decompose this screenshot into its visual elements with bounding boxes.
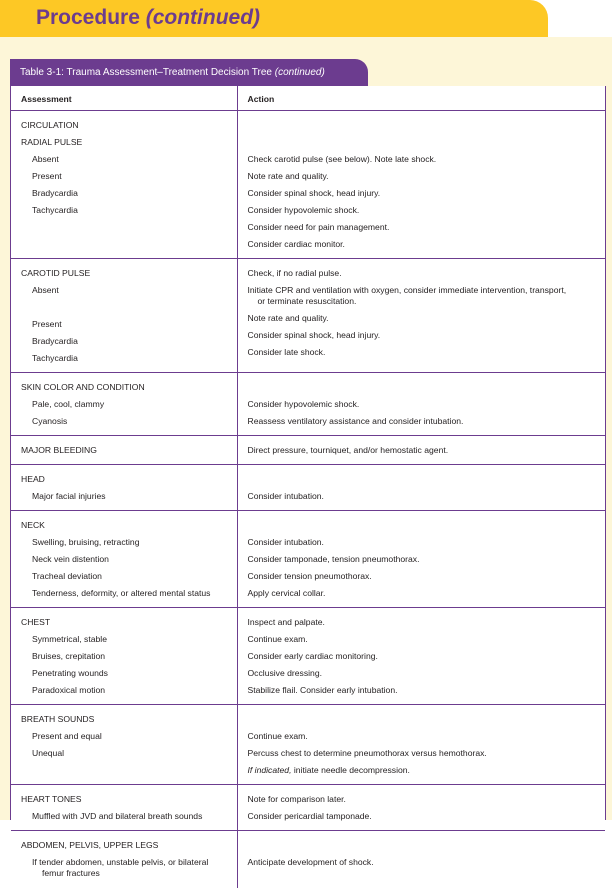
assessment-cell: ABDOMEN, PELVIS, UPPER LEGS If tender abdomen, unstable pelvis, or bilateral femur fractures xyxy=(11,831,237,888)
assessment-cell: MAJOR BLEEDING xyxy=(11,436,237,465)
action-cell: Consider intubation. xyxy=(237,465,605,511)
page-title: Procedure (continued) xyxy=(36,6,260,30)
table-row-chest xyxy=(11,608,605,705)
action-cell: Anticipate development of shock. xyxy=(237,831,605,888)
page-header-bar xyxy=(0,0,548,37)
assessment-cell: SKIN COLOR AND CONDITION Pale, cool, clammy Cyanosis xyxy=(11,373,237,436)
action-cell: Check carotid pulse (see below). Note late shock. Note rate and quality. Consider spinal shock, head injury. Consider hypovolemic shock. Consider need for pain management. Consider cardiac monitor. xyxy=(237,111,605,259)
assessment-cell: CAROTID PULSE Absent Present Bradycardia Tachycardia xyxy=(11,259,237,373)
action-cell: Consider intubation. Consider tamponade, tension pneumothorax. Consider tension pneumothorax. Apply cervical collar. xyxy=(237,511,605,608)
assessment-cell: HEART TONES Muffled with JVD and bilateral breath sounds xyxy=(11,785,237,831)
table-row-neck xyxy=(11,511,605,608)
assessment-cell: BREATH SOUNDS Present and equal Unequal xyxy=(11,705,237,785)
decision-table-box xyxy=(10,86,606,820)
column-header-action: Action xyxy=(237,86,605,111)
action-cell: Consider hypovolemic shock. Reassess ventilatory assistance and consider intubation. xyxy=(237,373,605,436)
action-cell: Check, if no radial pulse. Initiate CPR and ventilation with oxygen, consider immediate intervention, transport, or terminate resuscitation. Note rate and quality. Consider spinal shock, head injury. Consider late shock. xyxy=(237,259,605,373)
table-row-heart-tones xyxy=(11,785,605,831)
column-header-assessment: Assessment xyxy=(11,86,237,111)
action-cell: Continue exam. Percuss chest to determine pneumothorax versus hemothorax. If indicated, initiate needle decompression. xyxy=(237,705,605,785)
table-row-abdomen xyxy=(11,831,605,888)
assessment-cell: CHEST Symmetrical, stable Bruises, crepitation Penetrating wounds Paradoxical motion xyxy=(11,608,237,705)
table-title: Table 3-1: Trauma Assessment–Treatment Decision Tree (continued) xyxy=(10,59,368,86)
table-row-skin-color xyxy=(11,373,605,436)
assessment-cell: NECK Swelling, bruising, retracting Neck vein distention Tracheal deviation Tenderness, deformity, or altered mental status xyxy=(11,511,237,608)
decision-table xyxy=(11,86,605,888)
action-cell: Inspect and palpate. Continue exam. Consider early cardiac monitoring. Occlusive dressing. Stabilize flail. Consider early intubation. xyxy=(237,608,605,705)
action-cell: Direct pressure, tourniquet, and/or hemostatic agent. xyxy=(237,436,605,465)
table-row-major-bleeding xyxy=(11,436,605,465)
assessment-cell: HEAD Major facial injuries xyxy=(11,465,237,511)
assessment-cell: CIRCULATION RADIAL PULSE Absent Present Bradycardia Tachycardia xyxy=(11,111,237,259)
table-header-row xyxy=(11,86,605,111)
table-row-breath-sounds xyxy=(11,705,605,785)
table-row-circulation xyxy=(11,111,605,259)
action-cell: Note for comparison later. Consider pericardial tamponade. xyxy=(237,785,605,831)
table-row-carotid-pulse xyxy=(11,259,605,373)
table-row-head xyxy=(11,465,605,511)
